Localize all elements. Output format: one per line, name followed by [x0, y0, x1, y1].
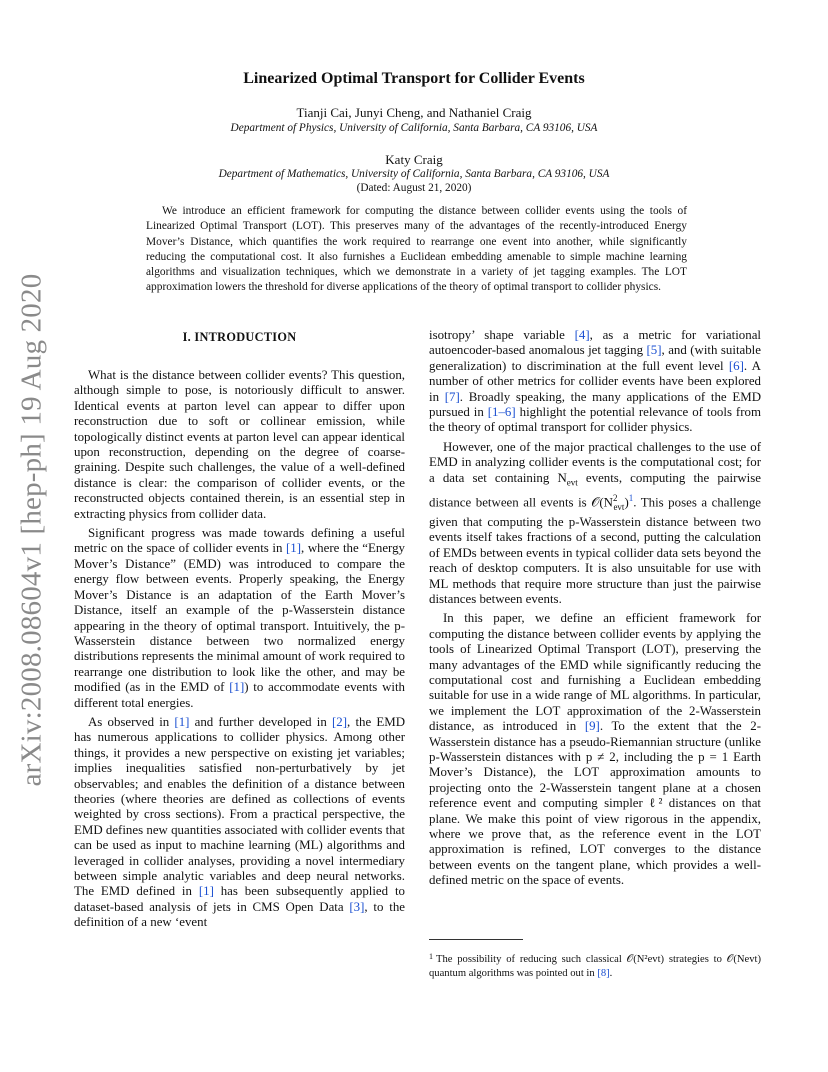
citation-link[interactable]: [4] [574, 328, 590, 342]
citation-link[interactable]: [2] [332, 714, 348, 729]
dated-line: (Dated: August 21, 2020) [356, 182, 472, 194]
citation-link[interactable]: [1] [229, 680, 245, 695]
paragraph: isotropy’ shape variable [4], as a metric for variational autoencoder-based anomalous jet tagging [5], and (with suitable generalization) to discrimination at the full event level [6]. A number of other metrics for collider events have been explored in [7]. Broadly speaking, the many applications of the EMD pursued in [1–6] highlight the potential relevance of tools from the theory of optimal transport for collider physics. [429, 328, 761, 435]
citation-link[interactable]: [1] [286, 541, 302, 556]
arxiv-identifier: arXiv:2008.08604v1 [hep-ph] 19 Aug 2020 [15, 273, 48, 787]
paragraph: What is the distance between collider events? This question, although simple to pose, is notoriously difficult to answer. Identical events at parton level can appear to differ upon reconstruction due to soft or collinear emission, while topologically distinct events at parton level can appear identical upon reconstruction, depending on the degree of coarse-graining. Despite such challenges, the value of a well-defined distance is clear: the comparison of collider events, or the reconstructed objects contained therein, is an essential step in extracting physics from collider data. [74, 368, 405, 521]
citation-link[interactable]: [1] [198, 884, 214, 899]
citation-link[interactable]: [5] [646, 343, 662, 358]
author-list-2: Katy Craig [385, 152, 443, 167]
paragraph: Significant progress was made towards defining a useful metric on the space of collider events in [1], where the “Energy Mover’s Distance” (EMD) was introduced to compare the energy flow between events. Properly speaking, the Energy Mover’s Distance is an adaptation of the Earth Mover’s Distance, itself an example of the p-Wasserstein distance appearing in the theory of optimal transport. Intuitively, the p-Wasserstein distance between two normalized energy distributions represents the minimal amount of work required to rearrange one distribution to look like the other, and may be modified (as in the EMD of [1]) to accommodate events with different total energies. [74, 526, 406, 710]
citation-link[interactable]: [1] [174, 714, 190, 729]
section-heading-introduction: I. INTRODUCTION [182, 330, 297, 344]
author-list-1: Tianji Cai, Junyi Cheng, and Nathaniel Craig [296, 105, 532, 120]
arxiv-sidebar-stamp [12, 240, 52, 820]
citation-link[interactable]: [8] [597, 968, 610, 979]
citation-link[interactable]: [9] [584, 719, 600, 734]
citation-link[interactable]: [3] [349, 899, 365, 914]
paragraph: As observed in [1] and further developed in [2], the EMD has numerous applications to collider physics. Among other things, it provides a new perspective on existing jet variables; implies inequalities satisfied non-perturbatively by jet observables; and enables the definition of a distance between theories (where theories are defined as collections of events weighted by cross sections). From a practical perspective, the EMD defines new quantities associated with collider events that can be used as input to machine learning (ML) algorithms and leveraged in collider analyses, providing a novel intermediary between simple analytic variables and deep neural networks. The EMD defined in [1] has been subsequently applied to dataset-based analysis of jets in CMS Open Data [3], to the definition of a new ‘event [74, 714, 406, 930]
citation-link[interactable]: [6] [728, 358, 744, 373]
footnote-marker-link[interactable]: 1 [628, 492, 634, 503]
citation-link[interactable]: [7] [444, 389, 460, 404]
left-column [74, 368, 405, 931]
paragraph: In this paper, we define an efficient framework for computing the distance between collider events by applying the tools of Linearized Optimal Transport (LOT), preserving the many advantages of the EMD while significantly reducing the computational cost and furnishing a Euclidean embedding suitable for use in a wide range of ML algorithms. In particular, we implement the LOT approximation of the 2-Wasserstein distance, as introduced in [9]. To the extent that the 2-Wasserstein distance has a pseudo-Riemannian structure (unlike p-Wasserstein distances with p ≠ 2, including the p = 1 Earth Mover’s Distance), the LOT approximation amounts to projecting onto the 2-Wasserstein tangent plane at a chosen reference event and computing simpler ℓ² distances on that plane. We make this point of view rigorous in the appendix, where we prove that, as the reference event in the LOT approximation is refined, LOT converges to the distance between events on the tangent plane, which provides a well-defined metric on the space of events. [429, 611, 761, 888]
paper-title: Linearized Optimal Transport for Collider Events [243, 70, 585, 87]
footnote: $^1$ The possibility of reducing such classical 𝒪(N²evt) strategies to 𝒪(Nevt) quantum algorithms was pointed out in [8]. [429, 952, 761, 979]
affiliation-1: Department of Physics, University of California, Santa Barbara, CA 93106, USA [230, 122, 598, 134]
affiliation-2: Department of Mathematics, University of California, Santa Barbara, CA 93106, USA [218, 168, 610, 180]
paragraph: However, one of the major practical challenges to the use of EMD in analyzing collider events is the computational cost; for a data set containing $N_{evt}$ events, computing the pairwise distance between all events is $𝒪(N^2_{evt})^1$. This poses a challenge given that computing the p-Wasserstein distance between two events itself takes fractions of a second, putting the calculation of EMDs between events in typical collider data sets beyond the reach of desktop computers. It is also unsuitable for use with ML methods that require more structure than just the pairwise distances between events. [429, 439, 761, 606]
right-column [429, 328, 761, 889]
citation-link[interactable]: [1–6] [487, 405, 516, 420]
abstract: We introduce an efficient framework for computing the distance between collider events using the tools of Linearized Optimal Transport (LOT). This preserves many of the advantages of the recently-introduced Energy Mover’s Distance, which quantifies the work required to rearrange one event into another, while significantly reducing the computational cost. It also furnishes a Euclidean embedding amenable to simple machine learning algorithms and visualization techniques, which we demonstrate in a variety of jet tagging examples. The LOT approximation lowers the threshold for diverse applications of the theory of optimal transport to collider physics. [146, 205, 687, 294]
footnote-divider [429, 939, 523, 940]
